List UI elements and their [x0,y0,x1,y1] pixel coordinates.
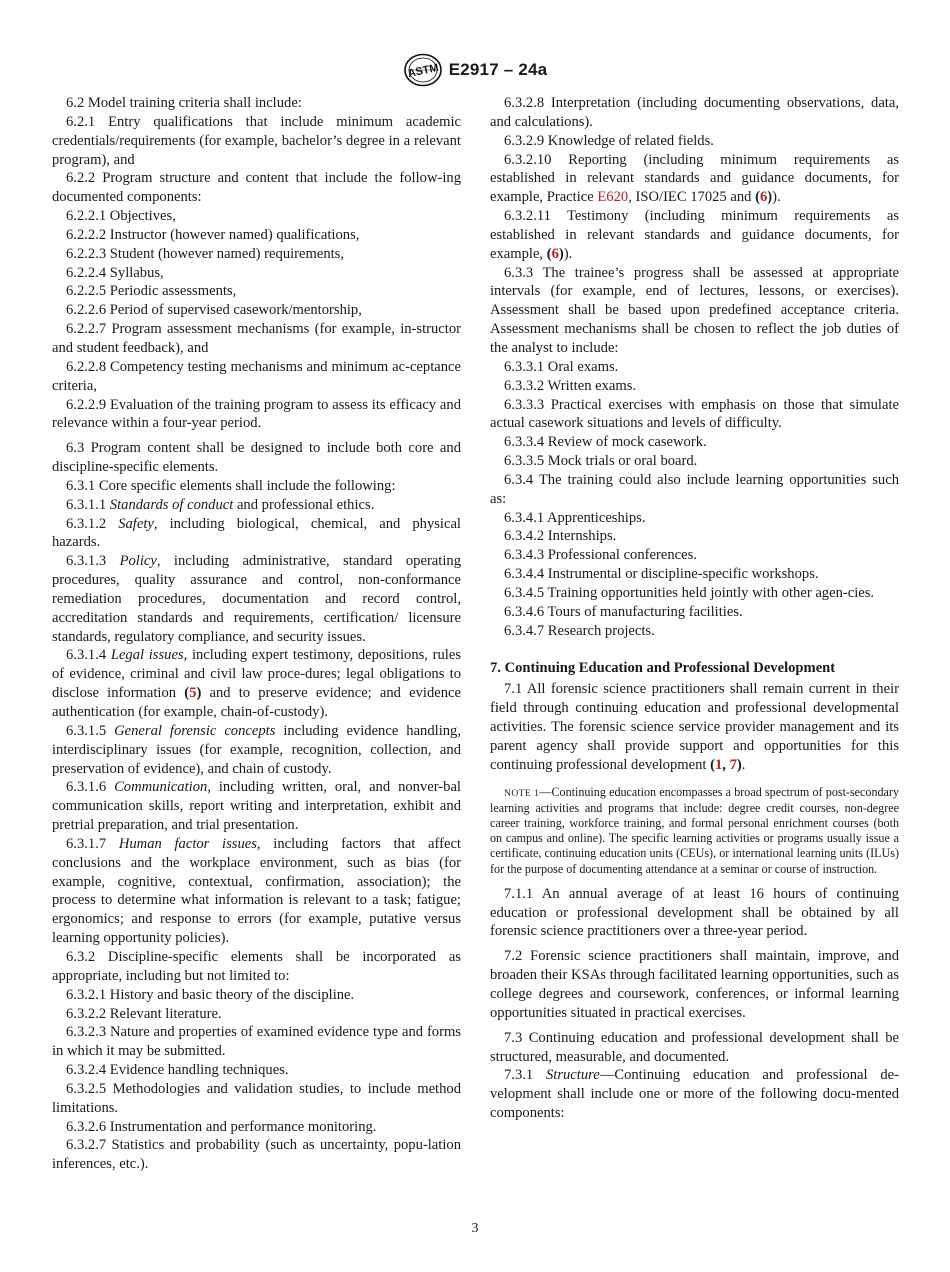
para-6-3-1-3: 6.3.1.3 Policy, including administrative, standard operating procedures, quality assurance and control, non-conformance remediation procedures, documentation and record control, accreditation standards and requirements, certification/ licensure standards, regulatory compliance, and security issues. [52,553,461,645]
para-6-2-2-2: 6.2.2.2 Instructor (however named) qualifications, [66,226,360,243]
para-6-2-2-4: 6.2.2.4 Syllabus, [66,264,164,281]
reference-link[interactable]: 7 [729,756,737,773]
para-6-3-3: 6.3.3 The trainee’s progress shall be assessed at appropriate intervals (for example, end of lectures, lessons, or exercises). Assessment shall be based upon predefined acceptance criteria. Assessment mechanisms shall be chosen to reflect the job duties of the analyst to include: [490,264,899,356]
para-6-3-2-5: 6.3.2.5 Methodologies and validation studies, to include method limitations. [52,1080,461,1116]
reference-link[interactable]: 6 [759,189,768,206]
para-6-2-2: 6.2.2 Program structure and content that include the follow-ing documented components: [52,170,461,206]
para-6-3-2-6: 6.3.2.6 Instrumentation and performance monitoring. [66,1118,377,1135]
para-7-3-1: 7.3.1 Structure—Continuing education and professional de-velopment shall include one or more of the following docu-mented components: [490,1067,899,1122]
para-6-3-2-10: 6.3.2.10 Reporting (including minimum requirements as established in relevant standards and guidance documents, for example, Practice E620, ISO/IEC 17025 and (6)). [490,151,899,206]
standard-designation: E2917 – 24a [448,60,548,79]
para-6-3-2-9: 6.3.2.9 Knowledge of related fields. [504,132,714,149]
para-6-2-2-8: 6.2.2.8 Competency testing mechanisms and minimum ac-ceptance criteria, [52,358,461,394]
para-6-2-2-9: 6.2.2.9 Evaluation of the training program to assess its efficacy and relevance within a four-year period. [52,396,461,432]
para-6-3-4-4: 6.3.4.4 Instrumental or discipline-specific workshops. [504,566,819,583]
reference-link[interactable]: 1 [714,756,723,773]
para-6-3-3-1: 6.3.3.1 Oral exams. [504,358,619,375]
reference-link-e620[interactable]: E620 [597,189,629,206]
para-6-3-2-8: 6.3.2.8 Interpretation (including documenting observations, data, and calculations). [490,95,899,130]
para-6-3-3-4: 6.3.3.4 Review of mock casework. [504,434,707,451]
para-6-3-1-2: 6.3.1.2 Safety, including biological, chemical, and physical hazards. [52,515,461,551]
para-6-2-1: 6.2.1 Entry qualifications that include minimum academic credentials/requirements (for example, bachelor’s degree in a relevant program), and [52,113,461,168]
para-6-3-3-2: 6.3.3.2 Written exams. [504,377,637,394]
astm-logo-icon [403,53,443,87]
note-1: NOTE 1—Continuing education encompasses a broad spectrum of post-secondary learning activities and programs that include: degree credit courses, non-degree career training, workforce training, and formal personal enrichment courses (both on campus and online). The specific learning activities or programs usually issue a certificate, continuing education units (CEUs), or international learning units (ILUs) for the purpose of documenting attendance at a seminar or course of instruction. [490,784,899,876]
para-6-3-2-3: 6.3.2.3 Nature and properties of examined evidence type and forms in which it may be submitted. [52,1024,461,1060]
para-6-2: 6.2 Model training criteria shall include: [66,95,302,111]
para-6-2-2-5: 6.2.2.5 Periodic assessments, [66,283,237,300]
para-6-3-1: 6.3.1 Core specific elements shall include the following: [66,477,396,494]
para-6-3-1-4: 6.3.1.4 Legal issues, including expert testimony, depositions, rules of evidence, criminal and civil law proce-dures; legal obligations to disclose information (5) and to preserve evidence; and evidence authentication (for example, chain-of-custody). [52,647,462,720]
reference-link[interactable]: 6 [551,245,559,262]
para-6-3-2-11: 6.3.2.11 Testimony (including minimum requirements as established in relevant standards and guidance documents, for example, (6)). [490,208,899,262]
para-6-3-4-6: 6.3.4.6 Tours of manufacturing facilities. [504,603,743,620]
para-6-3-1-5: 6.3.1.5 General forensic concepts including evidence handling, interdisciplinary issues (for example, recognition, collection, and preservation of evidence), and chain of custody. [52,722,461,777]
para-6-3-4: 6.3.4 The training could also include learning opportunities such as: [490,471,899,507]
page-header [0,52,950,88]
para-6-3-1-1: 6.3.1.1 Standards of conduct and professional ethics. [66,496,375,513]
para-6-3-2: 6.3.2 Discipline-specific elements shall be incorporated as appropriate, including but not limited to: [52,948,461,984]
page-number: 3 [471,1221,479,1236]
para-7-1: 7.1 All forensic science practitioners shall remain current in their field through continuing education and professional developmental activities. The forensic science service provider management and its parent agency shall provide support and opportunities for this continuing professional development (1, 7). [490,681,899,773]
para-6-3-3-3: 6.3.3.3 Practical exercises with emphasis on those that simulate actual casework situations and levels of difficulty. [490,396,899,432]
para-6-3-4-5: 6.3.4.5 Training opportunities held jointly with other agen-cies. [504,584,875,601]
para-6-3-2-1: 6.3.2.1 History and basic theory of the discipline. [66,986,355,1003]
para-6-3: 6.3 Program content shall be designed to include both core and discipline-specific elements. [52,440,461,476]
para-6-3-1-7: 6.3.1.7 Human factor issues, including factors that affect conclusions and the workplace environment, such as bias (for example, cognitive, contextual, confirmation, association); the process to determine what information is relevant to a task; fatigue; ergonomics; and response to errors (for example, putative versus learning opportunity policies). [52,835,461,947]
para-6-2-2-1: 6.2.2.1 Objectives, [66,208,176,225]
para-6-3-2-2: 6.3.2.2 Relevant literature. [66,1005,222,1022]
logo-text: ASTM [406,61,440,81]
para-6-3-4-7: 6.3.4.7 Research projects. [504,622,655,639]
para-6-2-2-6: 6.2.2.6 Period of supervised casework/mentorship, [66,302,362,319]
para-6-3-4-1: 6.3.4.1 Apprenticeships. [504,509,646,526]
para-6-3-1-6: 6.3.1.6 Communication, including written, oral, and nonver-bal communication skills, report writing and interpretation, exhibit and pretrial preparation, and trial presentation. [52,779,461,834]
para-7-1-1: 7.1.1 An annual average of at least 16 hours of continuing education or professional development shall be obtained by all forensic science practitioners over a three-year period. [490,885,899,940]
para-6-2-2-3: 6.2.2.3 Student (however named) requirements, [66,245,345,262]
left-column [52,94,461,1174]
para-6-2-2-7: 6.2.2.7 Program assessment mechanisms (for example, in-structor and student feedback), and [52,321,461,356]
para-6-3-4-3: 6.3.4.3 Professional conferences. [504,547,697,564]
para-6-3-4-2: 6.3.4.2 Internships. [504,528,617,545]
para-6-3-2-4: 6.3.2.4 Evidence handling techniques. [66,1062,289,1079]
right-column [490,94,899,1123]
note-label: NOTE 1 [504,787,540,799]
section-7-heading: 7. Continuing Education and Professional Development [490,660,836,677]
para-7-2: 7.2 Forensic science practitioners shall maintain, improve, and broaden their KSAs through facilitated learning opportunities, such as college degrees and coursework, conferences, or informal learning opportunities situated in practical exercises. [490,948,899,1021]
reference-link[interactable]: 5 [189,685,197,702]
para-7-3: 7.3 Continuing education and professional development shall be structured, measurable, and documented. [490,1029,899,1065]
para-6-3-2-7: 6.3.2.7 Statistics and probability (such as uncertainty, popu-lation inferences, etc.). [52,1137,461,1173]
para-6-3-3-5: 6.3.3.5 Mock trials or oral board. [504,453,698,470]
